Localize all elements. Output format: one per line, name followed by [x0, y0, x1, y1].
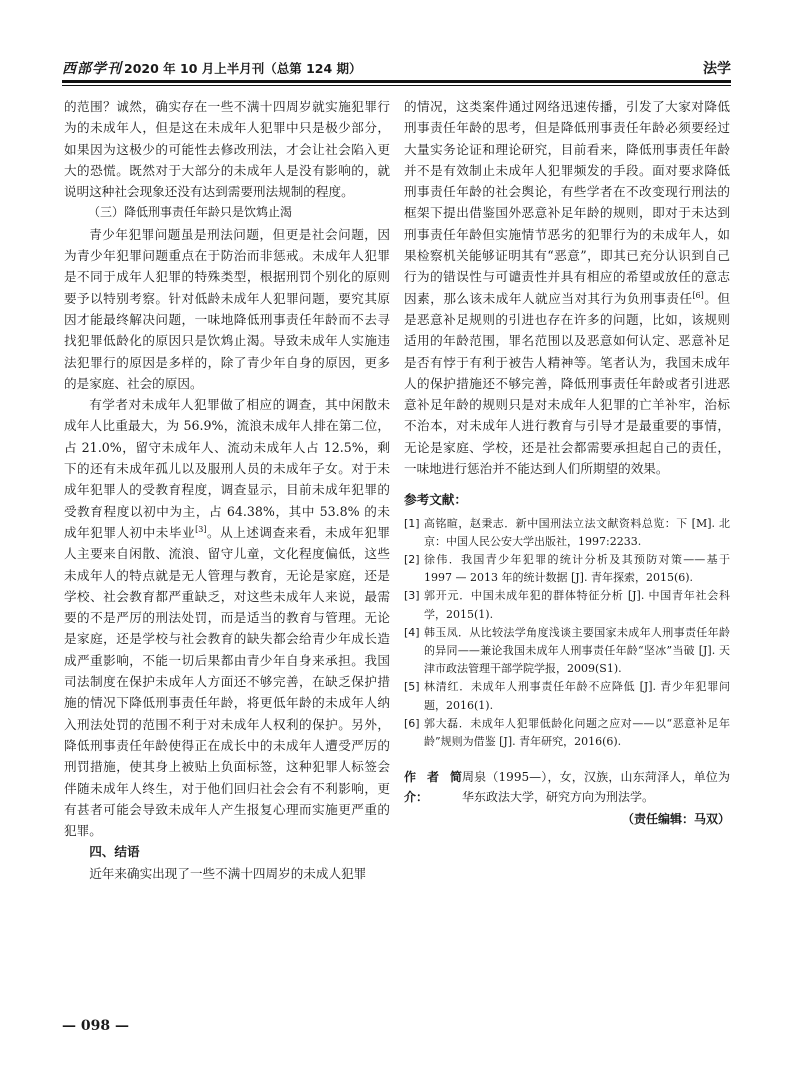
- header-rule-thick: [62, 80, 731, 83]
- paragraph: [404, 96, 730, 479]
- reference-text: 林清红．未成年人刑事责任年龄不应降低 [J]. 青少年犯罪问题，2016(1).: [424, 680, 730, 712]
- paragraph-text: 的情况，这类案件通过网络迅速传播，引发了大家对降低刑事责任年龄的思考，但是降低刑事责任年龄必须要经过大量实务论证和理论研究，目前看来，降低刑事责任年龄并不是有效制止未成年人犯罪频发的手段。面对要求降低刑事责任年龄的社会舆论，有些学者在不改变现行刑法的框架下提出借鉴国外恶意补足年龄的规则，即对于未达到刑事责任年龄但实施情节恶劣的犯罪行为的未成年人，如果检察机关能够证明其有“恶意”，即其已充分认识到自己行为的错误性与可谴责性并具有相应的希望或放任的意志因素，那么该未成年人就应当对其行为负刑事责任: [404, 99, 730, 306]
- author-text: 周泉（1995—），女，汉族，山东菏泽人，单位为华东政法大学，研究方向为刑法学。: [462, 770, 730, 805]
- page-header: [62, 56, 731, 80]
- reference-item: [404, 678, 730, 714]
- reference-text: 高铭暄，赵秉志．新中国刑法立法文献资料总览：下 [M]. 北京：中国人民公安大学出版社，1997:2233.: [424, 516, 730, 548]
- paragraph: 青少年犯罪问题虽是刑法问题，但更是社会问题，因为青少年犯罪问题重点在于防治而非惩戒。未成年人犯罪是不同于成年人犯罪的特殊类型，根据刑罚个别化的原则要予以特别考察。针对低龄未成年人犯罪问题，要究其原因才能最终解决问题，一味地降低刑事责任年龄而不去寻找犯罪低龄化的原因只是饮鸩止渴。导致未成年人实施违法犯罪行的原因是多样的，除了青少年自身的原因，更多的是家庭、社会的原因。: [64, 226, 390, 391]
- paragraph-text: 有学者对未成年人犯罪做了相应的调查，其中闲散未成年人比重最大，为 56.9%，流浪未成年人排在第二位，占 21.0%，留守未成年人、流动未成年人占 12.5%，剩下的还有未成年孤儿以及服刑人员的未成年子女。对于未成年犯罪人的受教育程度，调查显示，目前未成年犯罪的受教育程度以初中为主，占 64.38%，其中 53.8% 的未成年犯罪人初中未毕业: [64, 397, 390, 540]
- author-label: 作者简介：: [404, 770, 462, 805]
- responsible-editor: （责任编辑：马双）: [621, 812, 730, 827]
- right-column: [404, 96, 730, 831]
- section-label: 法学: [703, 61, 731, 77]
- paragraph-text: 。从上述调查来看，未成年犯罪人主要来自闲散、流浪、留守儿童，文化程度偏低，这些未成年人的特点就是无人管理与教育，无论是家庭，还是学校、社会教育都严重缺乏，对这些未成年人来说，最需要的不是严厉的刑法处罚，而是适当的教育与管理。无论是家庭，还是学校与社会教育的缺失都会给青少年成长造成严重影响，不能一切后果都由青少年自身来承担。我国司法制度在保护未成年人方面还不够完善，在缺乏保护措施的情况下降低刑事责任年龄，将更低年龄的未成年人纳入刑法处罚的范围不利于对未成年人权利的保护。另外，降低刑事责任年龄使得正在成长中的未成年人遭受严厉的刑罚措施，使其身上被贴上负面标签，这种犯罪人标签会伴随未成年人终生，对于他们回归社会会有不利影响，更有甚者可能会导致未成年人产生报复心理而实施更严重的犯罪。: [64, 524, 391, 839]
- reference-item: [404, 624, 730, 679]
- paragraph: 的范围？诚然，确实存在一些不满十四周岁就实施犯罪行为的未成年人，但是这在未成年人犯罪中只是极少部分，如果因为这极少的可能性去修改刑法，才会让社会陷入更大的恐慌。既然对于大部分的未成年人是没有影响的，就说明这种社会现象还没有达到需要刑法规制的程度。: [64, 99, 390, 200]
- reference-text: 郭开元．中国未成年犯的群体特征分析 [J]. 中国青年社会科学，2015(1).: [424, 589, 730, 621]
- citation-mark: [6]: [692, 290, 704, 300]
- reference-text: 郭大磊．未成年人犯罪低龄化问题之应对——以“恶意补足年龄”规则为借鉴 [J]. 青年研究，2016(6).: [424, 716, 730, 749]
- references-title: 参考文献：: [404, 492, 467, 508]
- reference-number: [1]: [404, 516, 420, 530]
- reference-item: [404, 515, 730, 551]
- page-number: — 098 —: [62, 1018, 129, 1034]
- reference-text: 韩玉凤．从比较法学角度浅谈主要国家未成年人刑事责任年龄的异同——兼论我国未成年人刑事责任年龄“坚冰”当破 [J]. 天津市政法管理干部学院学报，2009(S1).: [424, 625, 730, 676]
- paragraph-text: 。但是恶意补足规则的引进也存在许多的问题，比如，该规则适用的年龄范围，罪名范围以及恶意如何认定、恶意补足是否有悖于有利于被告人精神等。笔者认为，我国未成年人的保护措施还不够完善，降低刑事责任年龄或者引进恶意补足年龄的规则只是对未成年人犯罪的亡羊补牢，治标不治本，对未成年人进行教育与引导才是最重要的事情，无论是家庭、学校，还是社会都需要承担起自己的责任，一味地进行惩治并不能达到人们所期望的效果。: [404, 290, 731, 477]
- citation-mark: [3]: [195, 524, 207, 534]
- reference-item: [404, 551, 730, 587]
- reference-number: [4]: [404, 625, 420, 639]
- reference-text: 徐伟．我国青少年犯罪的统计分析及其预防对策——基于 1997 — 2013 年的统计数据 [J]. 青年探索，2015(6).: [424, 553, 730, 585]
- author-bio: [404, 767, 730, 807]
- references-list: [404, 515, 730, 752]
- reference-number: [6]: [404, 716, 420, 730]
- subsection-heading: （三）降低刑事责任年龄只是饮鸩止渴: [88, 205, 293, 220]
- reference-item: [404, 715, 730, 751]
- reference-number: [5]: [404, 680, 420, 694]
- reference-number: [2]: [404, 553, 420, 567]
- header-rule-thin: [62, 85, 731, 86]
- journal-logo: 西部学刊: [62, 61, 122, 77]
- paragraph: 近年来确实出现了一些不满十四周岁的未成人犯罪: [89, 865, 367, 881]
- issue-info: 2020 年 10 月上半月刊（总第 124 期）: [124, 61, 362, 76]
- left-column: [64, 96, 390, 884]
- reference-number: [3]: [404, 589, 420, 603]
- reference-item: [404, 587, 730, 623]
- paragraph: [64, 394, 390, 841]
- section-heading: 四、结语: [89, 844, 140, 860]
